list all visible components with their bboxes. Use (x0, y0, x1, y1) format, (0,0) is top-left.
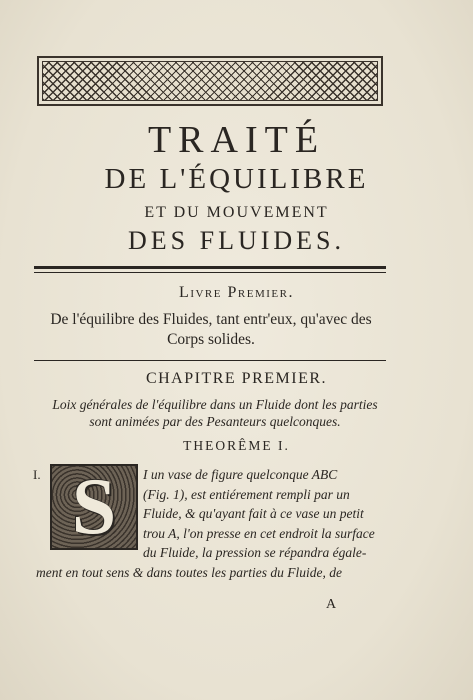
book-heading: Livre Premier. (179, 284, 294, 301)
title-line-2: DE L'ÉQUILIBRE (104, 163, 369, 195)
catchword: A (326, 597, 337, 612)
paragraph-number: I. (33, 467, 41, 482)
title-line-4: DES FLUIDES. (127, 226, 345, 255)
title-line-1: TRAITÉ (147, 119, 326, 161)
decorative-headpiece (37, 56, 383, 106)
paragraph-text-beside-cap (143, 465, 387, 563)
chapter-heading: CHAPITRE PREMIER. (145, 370, 328, 387)
book-subtitle: De l'équilibre des Fluides, tant entr'eux, qu'avec des Corps solides. (50, 311, 372, 348)
text-line: du Fluide, la pression se répandra égale- (143, 545, 367, 560)
paragraph-text-full (36, 563, 387, 583)
headpiece-pattern (42, 61, 378, 101)
chapter-summary: Loix générales de l'équilibre dans un Fluide dont les parties sont animées par des Pesanteurs quelconques. (52, 397, 378, 429)
text-line: Fluide, & qu'ayant fait à ce vase un petit (143, 506, 364, 521)
theorem-heading: THEORÊME I. (183, 438, 290, 453)
title-line-3: ET DU MOUVEMENT (144, 204, 329, 221)
text-line: ment en tout sens & dans toutes les parties du Fluide, de (36, 565, 342, 580)
drop-cap-ornament (50, 464, 138, 550)
drop-cap-letter: S (71, 463, 117, 551)
thin-rule (34, 360, 386, 361)
double-rule (34, 266, 386, 273)
text-line: I un vase de figure quelconque ABC (143, 467, 338, 482)
text-line: (Fig. 1), est entiérement rempli par un (143, 486, 350, 502)
text-line: trou A, l'on presse en cet endroit la surface (143, 525, 375, 541)
